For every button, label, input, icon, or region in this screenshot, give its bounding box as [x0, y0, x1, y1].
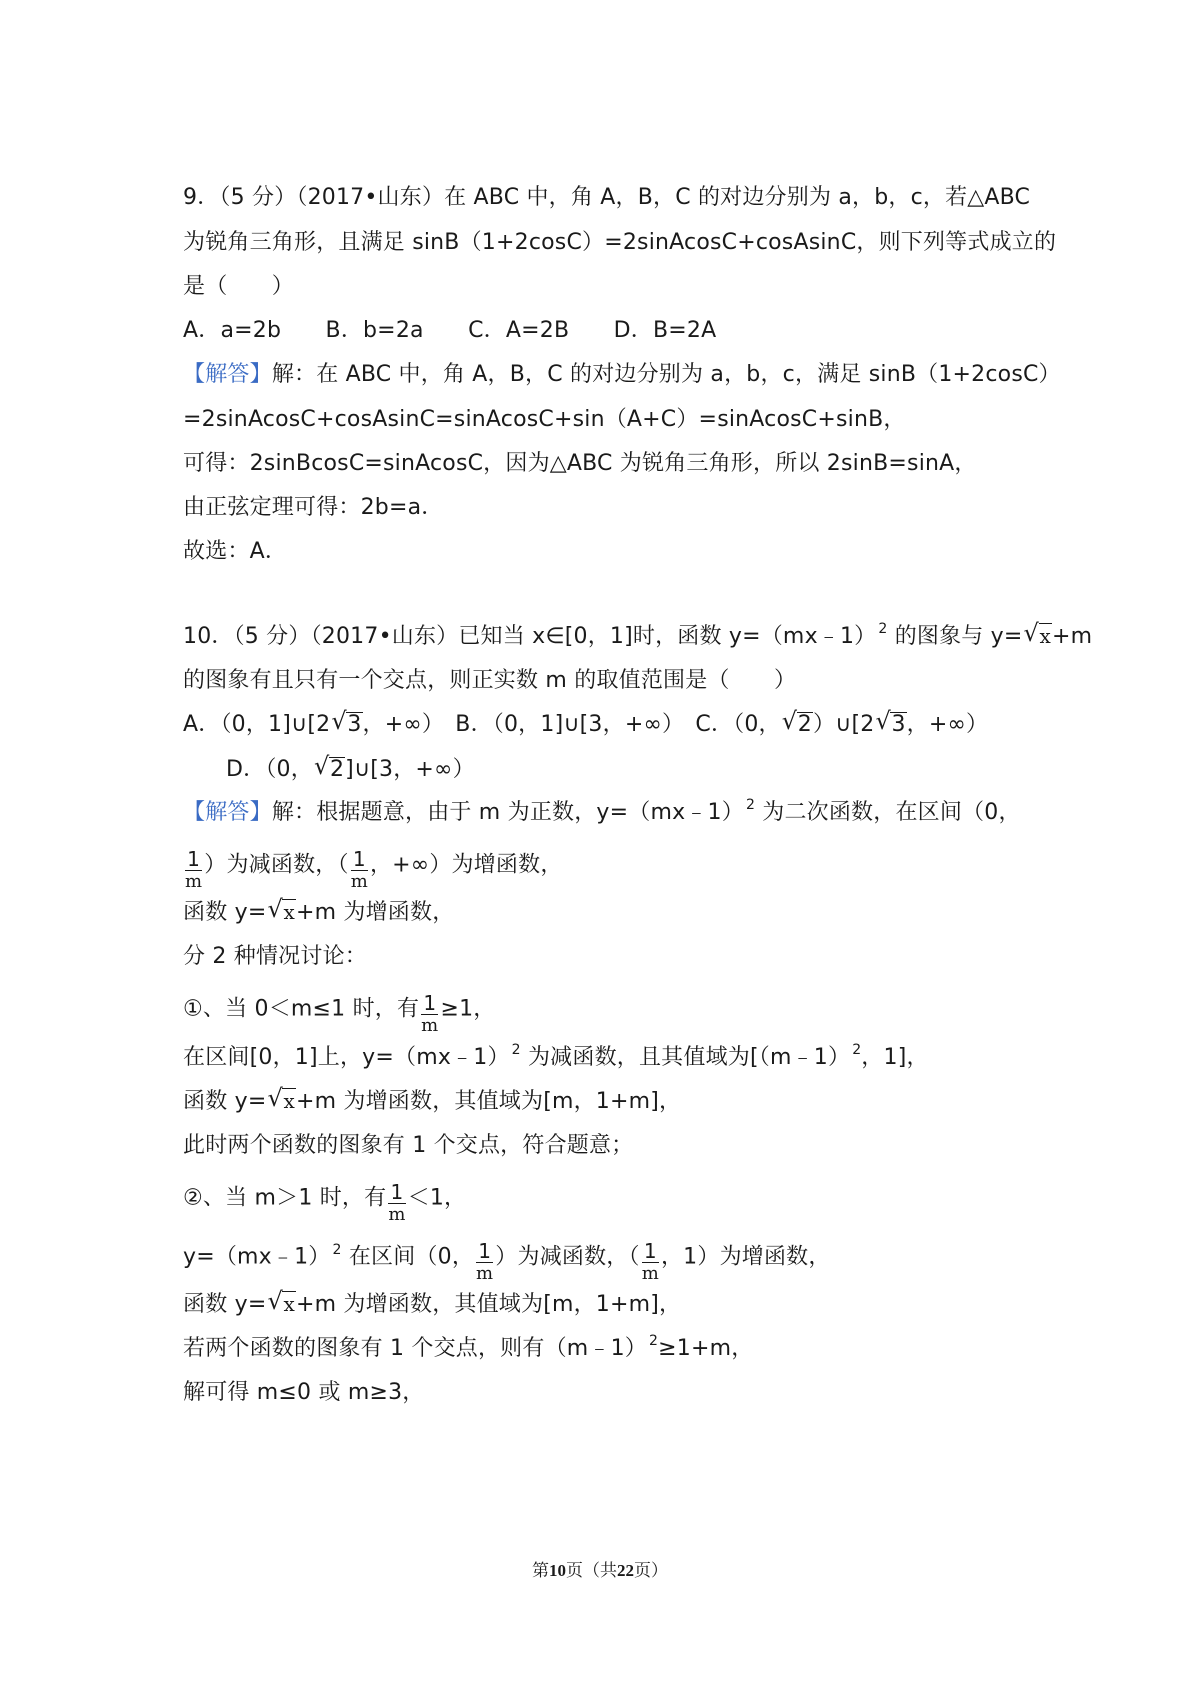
- text-span: ①、当 0＜m≤1 时，有: [183, 996, 420, 1022]
- fraction-1-over-m: [421, 992, 438, 1037]
- text-span: +m: [1052, 624, 1093, 649]
- radicand: 3: [891, 712, 906, 737]
- text-span: 函数 y=: [183, 900, 267, 925]
- fraction-1-over-m: [476, 1240, 493, 1285]
- radicand: x: [283, 900, 295, 924]
- text-span: 在区间（0，: [341, 1244, 475, 1270]
- radicand: x: [1039, 624, 1052, 648]
- text-span: 第: [532, 1561, 549, 1581]
- text-span: 在区间[0，1]上，y=（mx﹣1）: [183, 1045, 510, 1070]
- radical-sign: √: [267, 895, 283, 923]
- text-span: A．（0，1]∪[2: [183, 712, 331, 737]
- radicand: 3: [347, 712, 362, 737]
- q10-solution-line-12: [183, 1334, 753, 1366]
- page-number: 10: [549, 1561, 566, 1580]
- fraction-1-over-m: [185, 848, 202, 893]
- radicand: 2: [329, 757, 345, 782]
- text-span: +m 为增函数，: [295, 900, 455, 925]
- radicand: 2: [797, 712, 812, 737]
- answer-tag: 【解答】: [183, 362, 272, 387]
- radical-sign: √: [267, 1084, 283, 1112]
- q10-solution-line-6: [183, 1043, 929, 1075]
- fraction-numerator: 1: [421, 992, 438, 1015]
- q10-stem-line-1: [183, 619, 1093, 654]
- superscript: 2: [878, 621, 888, 637]
- fraction-denominator: m: [421, 1015, 439, 1036]
- q10-solution-line-8: 此时两个函数的图象有 1 个交点，符合题意；: [183, 1133, 634, 1158]
- answer-tag: 【解答】: [183, 800, 272, 825]
- text-span: 为减函数，且其值域为[（m﹣1）: [520, 1045, 851, 1070]
- text-span: +m 为增函数，其值域为[m，1+m]，: [295, 1292, 682, 1317]
- radical-sign: √: [267, 1287, 283, 1315]
- text-span: +m 为增函数，其值域为[m，1+m]，: [295, 1089, 682, 1114]
- q9-solution-line-5: 故选：A．: [183, 539, 288, 564]
- sqrt-x: [1023, 619, 1052, 652]
- q10-solution-line-7: [183, 1084, 682, 1117]
- fraction-denominator: m: [641, 1263, 659, 1284]
- radicand: x: [283, 1089, 295, 1113]
- radical-sign: √: [331, 707, 347, 735]
- sqrt-3: [875, 707, 906, 740]
- text-span: ≥1+m，: [658, 1336, 754, 1361]
- text-span: 为二次函数，在区间（0，: [755, 800, 1021, 825]
- radical-sign: √: [781, 707, 798, 735]
- text-span: ②、当 m＞1 时，有: [183, 1185, 387, 1211]
- fraction-1-over-m: [642, 1240, 659, 1285]
- sqrt-x: [267, 1084, 295, 1117]
- q9-options: A．a=2b B．b=2a C．A=2B D．B=2A: [183, 318, 717, 343]
- fraction-numerator: 1: [642, 1240, 659, 1263]
- superscript: 2: [649, 1333, 659, 1349]
- fraction-numerator: 1: [351, 848, 368, 871]
- fraction-numerator: 1: [185, 848, 202, 871]
- q10-solution-line-3: [183, 895, 455, 928]
- radicand: x: [283, 1292, 295, 1316]
- fraction-1-over-m: [351, 848, 368, 893]
- q10-solution-line-9: [183, 1176, 467, 1225]
- text-span: 10．（5 分）（2017•山东）已知当 x∈[0，1]时，函数 y=（mx﹣1）: [183, 624, 877, 649]
- text-span: 页（共: [566, 1561, 617, 1581]
- text-span: ）∪[2: [812, 712, 875, 737]
- sqrt-x: [267, 1287, 295, 1320]
- q9-solution-line-1: [183, 360, 1061, 390]
- q10-solution-line-11: [183, 1287, 682, 1320]
- text-span: ＜1，: [407, 1185, 467, 1211]
- radical-sign: √: [313, 752, 330, 780]
- radical-sign: √: [1023, 619, 1040, 647]
- sqrt-3: [331, 707, 362, 740]
- superscript: 2: [511, 1042, 521, 1058]
- text-span: ，1]，: [861, 1045, 929, 1070]
- sqrt-2: [313, 752, 345, 785]
- text-span: 解：根据题意，由于 m 为正数，y=（mx﹣1）: [271, 800, 744, 825]
- text-span: ，+∞）: [906, 712, 989, 737]
- text-span: 解：在 ABC 中，角 A，B，C 的对边分别为 a，b，c，满足 sinB（1+2cosC）: [271, 362, 1061, 387]
- superscript: 2: [852, 1042, 862, 1058]
- fraction-denominator: m: [350, 871, 368, 892]
- q10-solution-line-4: 分 2 种情况讨论：: [183, 944, 367, 969]
- text-span: ]∪[3，+∞）: [345, 757, 475, 782]
- q10-solution-line-2: [183, 843, 563, 892]
- q9-stem-line-1: 9．（5 分）（2017•山东）在 ABC 中，角 A，B，C 的对边分别为 a，b，c，若△ABC: [183, 185, 1031, 210]
- text-span: D．（0，: [226, 757, 313, 782]
- sqrt-2: [781, 707, 813, 740]
- text-span: ，+∞）为增函数，: [369, 852, 563, 878]
- text-span: ，1）为增函数，: [660, 1244, 831, 1270]
- q9-solution-line-2: =2sinAcosC+cosAsinC=sinAcosC+sin（A+C）=sinAcosC+sinB，: [183, 407, 906, 432]
- q10-stem-line-2: 的图象有且只有一个交点，则正实数 m 的取值范围是（ ）: [183, 668, 797, 693]
- text-span: y=（mx﹣1）: [183, 1244, 331, 1270]
- superscript: 2: [745, 797, 756, 813]
- text-span: 函数 y=: [183, 1292, 267, 1317]
- text-span: ，+∞） B．（0，1]∪[3，+∞） C．（0，: [362, 712, 781, 737]
- q9-stem-line-2: 为锐角三角形，且满足 sinB（1+2cosC）=2sinAcosC+cosAsinC，则下列等式成立的: [183, 230, 1057, 255]
- q10-option-d: [226, 752, 475, 785]
- text-span: 函数 y=: [183, 1089, 267, 1114]
- fraction-denominator: m: [185, 871, 203, 892]
- q10-solution-line-10: [183, 1235, 831, 1284]
- text-span: 页）: [634, 1561, 668, 1581]
- radical-sign: √: [875, 707, 891, 735]
- q9-solution-line-4: 由正弦定理可得：2b=a．: [183, 495, 444, 520]
- q9-stem-line-3: 是（ ）: [183, 274, 295, 299]
- text-span: 的图象与 y=: [887, 624, 1023, 649]
- sqrt-x: [267, 895, 295, 928]
- q10-options-abc: [183, 707, 989, 740]
- page-footer: [0, 1556, 1200, 1581]
- fraction-denominator: m: [388, 1204, 406, 1225]
- text-span: 若两个函数的图象有 1 个交点，则有（m﹣1）: [183, 1336, 648, 1361]
- page-total: 22: [617, 1561, 634, 1580]
- text-span: ≥1，: [440, 996, 496, 1022]
- superscript: 2: [332, 1241, 342, 1258]
- fraction-denominator: m: [476, 1263, 494, 1284]
- q10-solution-line-5: [183, 987, 496, 1036]
- q10-solution-line-1: [183, 798, 1021, 830]
- q10-solution-line-13: 解可得 m≤0 或 m≥3，: [183, 1380, 425, 1405]
- text-span: ）为减函数，（: [204, 852, 349, 878]
- q9-solution-line-3: 可得：2sinBcosC=sinAcosC，因为△ABC 为锐角三角形，所以 2sinB=sinA，: [183, 451, 977, 476]
- fraction-numerator: 1: [476, 1240, 493, 1263]
- fraction-1-over-m: [388, 1181, 405, 1226]
- fraction-numerator: 1: [388, 1181, 405, 1204]
- text-span: ）为减函数，（: [495, 1244, 640, 1270]
